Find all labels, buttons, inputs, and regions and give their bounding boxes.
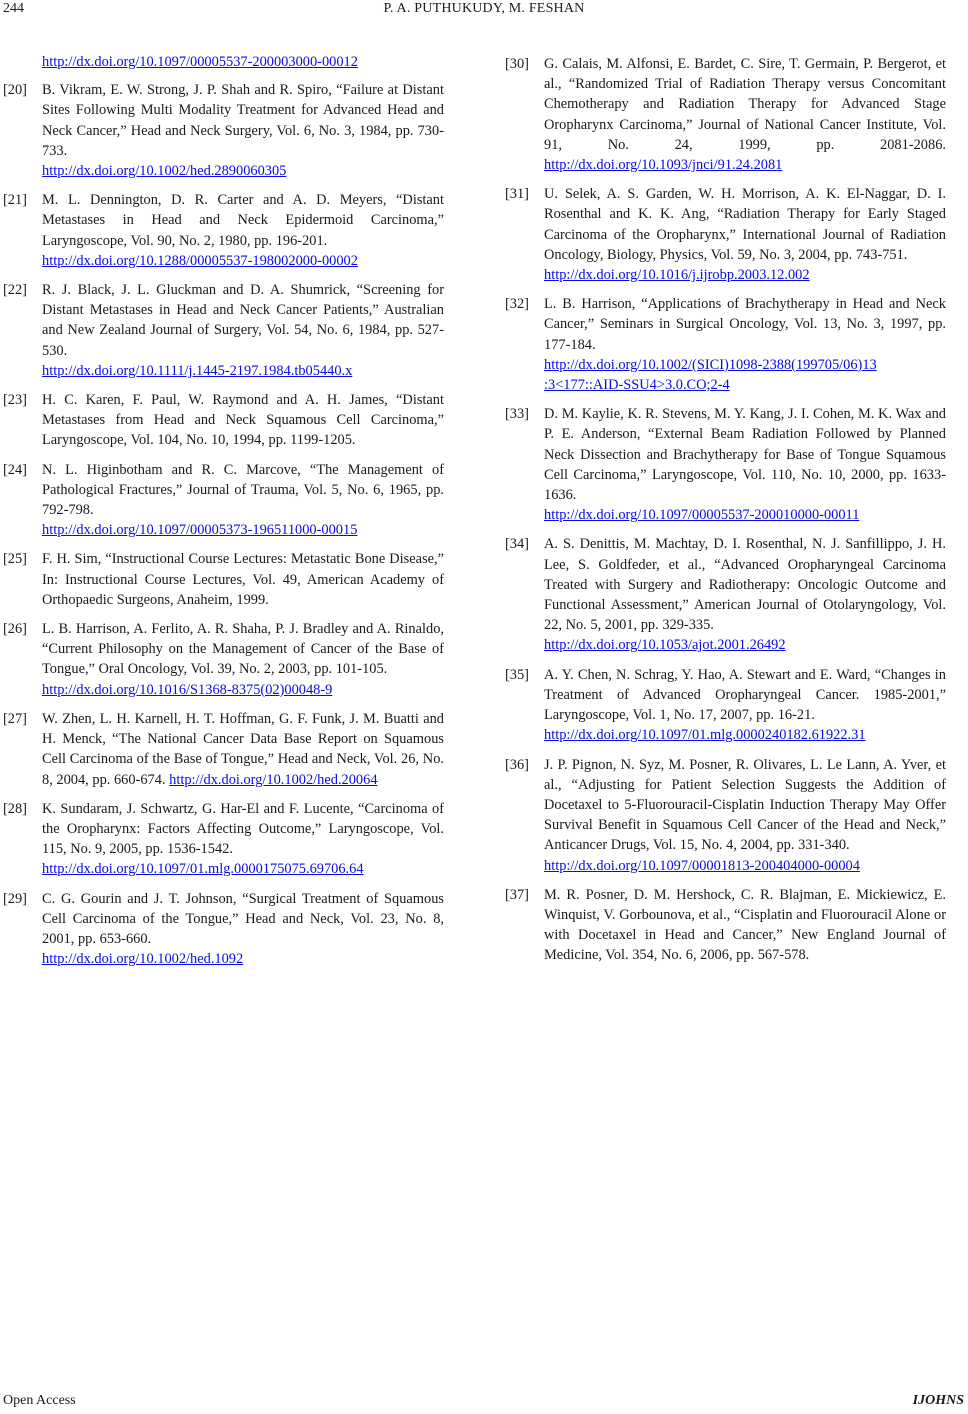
reference-citation	[42, 280, 444, 361]
reference-text: G. Calais, M. Alfonsi, E. Bardet, C. Sire, T. Germain, P. Bergerot, et al., “Randomized Trial of Radiation Therapy versus Concomitant Chemotherapy and Radiation Therapy for Advanced Stage Oropharynx Carcinoma,” Journal of National Cancer Institute, Vol. 91, No. 24, 1999, pp. 2081-2086.	[544, 56, 946, 153]
reference-text: L. B. Harrison, A. Ferlito, A. R. Shaha, P. J. Bradley and A. Rinaldo, “Current Philosophy on the Management of Cancer of the Base of Tongue,” Oral Oncology, Vol. 39, No. 2, 2003, pp. 101-105.	[42, 621, 444, 678]
continued-reference-link-row	[0, 52, 444, 72]
reference-entry	[0, 799, 444, 880]
reference-entry	[0, 619, 444, 700]
reference-text: D. M. Kaylie, K. R. Stevens, M. Y. Kang, J. I. Cohen, M. K. Wax and P. E. Anderson, “External Beam Radiation Followed by Planned Neck Dissection and Brachytherapy for Base of Tongue Squamous Cell Carcinoma,” Laryngoscope, Vol. 110, No. 10, 2000, pp. 1633-1636.	[544, 406, 946, 504]
reference-entry	[502, 294, 946, 395]
reference-doi-link[interactable]: http://dx.doi.org/10.1002/hed.20064	[169, 771, 378, 788]
reference-number: [22]	[3, 282, 27, 299]
reference-text: A. Y. Chen, N. Schrag, Y. Hao, A. Stewart and E. Ward, “Changes in Treatment of Advanced Oropharyngeal Cancer. 1985-2001,” Laryngoscope, Vol. 1, No. 17, 2007, pp. 16-21.	[544, 666, 946, 724]
reference-number: [36]	[505, 756, 529, 773]
reference-number: [20]	[3, 82, 27, 99]
reference-citation	[544, 885, 946, 966]
reference-doi-link[interactable]: :3<177::AID-SSU4>3.0.CO;2-4	[544, 377, 730, 394]
reference-doi-link[interactable]: http://dx.doi.org/10.1097/00005373-196511000-00015	[42, 522, 358, 539]
reference-doi-link[interactable]: http://dx.doi.org/10.1111/j.1445-2197.1984.tb05440.x	[42, 362, 353, 379]
reference-entry	[0, 460, 444, 541]
reference-number: [27]	[3, 710, 27, 727]
reference-citation	[544, 534, 946, 635]
page-number: 244	[3, 1, 24, 16]
reference-number: [30]	[505, 56, 529, 72]
reference-doi-link[interactable]: http://dx.doi.org/10.1016/S1368-8375(02)00048-9	[42, 681, 333, 698]
reference-number: [32]	[505, 296, 529, 313]
reference-text: K. Sundaram, J. Schwartz, G. Har-El and F. Lucente, “Carcinoma of the Oropharynx: Factors Affecting Outcome,” Laryngoscope, Vol. 115, No. 9, 2005, pp. 1536-1542.	[42, 800, 444, 858]
reference-citation	[42, 190, 444, 251]
reference-entry	[502, 885, 946, 966]
reference-entry	[0, 889, 444, 970]
reference-text: M. R. Posner, D. M. Hershock, C. R. Blajman, E. Mickiewicz, E. Winquist, V. Gorbounova, et al., “Cisplatin and Fluorouracil Alone or with Docetaxel in Head and Cancer,” New England Journal of Medicine, Vol. 354, No. 6, 2006, pp. 567-578.	[544, 886, 946, 964]
reference-number: [21]	[3, 192, 27, 209]
reference-citation	[42, 80, 444, 161]
reference-text: R. J. Black, J. L. Gluckman and D. A. Shumrick, “Screening for Distant Metastases in Head and Neck Cancer Patients,” Australian and New Zealand Journal of Surgery, Vol. 54, No. 6, 1984, pp. 527-530.	[42, 282, 444, 359]
reference-number: [37]	[505, 886, 529, 903]
journal-abbreviation: IJOHNS	[912, 1393, 964, 1408]
reference-text: H. C. Karen, F. Paul, W. Raymond and A. H. James, “Distant Metastases from Head and Neck Squamous Cell Carcinoma,” Laryngoscope, Vol. 104, No. 10, 1994, pp. 1199-1205.	[42, 392, 444, 449]
reference-text: A. S. Denittis, M. Machtay, D. I. Rosenthal, N. J. Sanfillippo, J. H. Lee, S. Goldfeder, et al., “Advanced Oropharyngeal Carcinoma Treated with Surgery and Radiotherapy: Oncologic Outcome and Functional Assessment,” American Journal of Otolaryngology, Vol. 22, No. 5, 2001, pp. 329-335.	[544, 536, 946, 634]
reference-citation	[42, 549, 444, 610]
reference-citation	[544, 665, 946, 726]
reference-number: [31]	[505, 186, 529, 203]
reference-number: [35]	[505, 666, 529, 683]
reference-number: [28]	[3, 800, 27, 817]
right-reference-list	[502, 54, 946, 966]
reference-number: [29]	[3, 890, 27, 907]
reference-entry	[0, 80, 444, 181]
reference-text: J. P. Pignon, N. Syz, M. Posner, R. Olivares, L. Le Lann, A. Yver, et al., “Adjusting for Patient Selection Suggests the Addition of Docetaxel to 5-Fluorouracil-Cisplatin Induction Therapy May Offer Survival Benefit in Squamous Cell Cancer of the Head and Neck,” Anticancer Drugs, Vol. 15, No. 4, 2004, pp. 331-340.	[544, 756, 946, 854]
reference-text: U. Selek, A. S. Garden, W. H. Morrison, A. K. El-Naggar, D. I. Rosenthal and K. K. Ang, “Radiation Therapy for Early Staged Carcinoma of the Oropharynx,” International Journal of Radiation Oncology, Biology, Physics, Vol. 59, No. 3, 2004, pp. 743-751.	[544, 186, 946, 263]
reference-entry	[502, 534, 946, 655]
reference-doi-link[interactable]: http://dx.doi.org/10.1097/01.mlg.0000240182.61922.31	[544, 727, 866, 744]
reference-citation	[544, 184, 946, 265]
reference-entry	[502, 184, 946, 285]
running-head-authors: P. A. PUTHUKUDY, M. FESHAN	[383, 1, 585, 16]
reference-citation	[544, 755, 946, 856]
reference-text: N. L. Higinbotham and R. C. Marcove, “The Management of Pathological Fractures,” Journal of Trauma, Vol. 5, No. 6, 1965, pp. 792-798.	[42, 461, 444, 519]
reference-entry	[0, 280, 444, 381]
reference-doi-link[interactable]: http://dx.doi.org/10.1002/hed.2890060305	[42, 163, 287, 180]
reference-entry	[0, 190, 444, 271]
reference-text: L. B. Harrison, “Applications of Brachytherapy in Head and Neck Cancer,” Seminars in Surgical Oncology, Vol. 13, No. 3, 1997, pp. 177-184.	[544, 296, 946, 353]
reference-number: [33]	[505, 406, 529, 423]
left-column	[0, 52, 444, 978]
reference-entry	[502, 54, 946, 175]
reference-doi-link[interactable]: http://dx.doi.org/10.1016/j.ijrobp.2003.12.002	[544, 267, 810, 284]
open-access-label: Open Access	[3, 1393, 76, 1408]
right-column	[502, 54, 946, 975]
reference-citation	[42, 460, 444, 521]
reference-doi-link[interactable]: http://dx.doi.org/10.1002/hed.1092	[42, 951, 244, 968]
reference-entry	[502, 404, 946, 525]
reference-entry	[0, 390, 444, 451]
reference-doi-link[interactable]: http://dx.doi.org/10.1002/(SICI)1098-2388(199705/06)13	[544, 356, 877, 373]
reference-doi-link[interactable]: http://dx.doi.org/10.1097/00001813-200404000-00004	[544, 857, 860, 874]
reference-citation	[544, 294, 946, 355]
left-reference-list	[0, 80, 444, 969]
reference-number: [34]	[505, 536, 529, 553]
reference-number: [26]	[3, 621, 27, 638]
reference-citation	[42, 799, 444, 860]
reference-citation	[42, 390, 444, 451]
reference-citation	[42, 889, 444, 950]
reference-entry	[0, 549, 444, 610]
reference-citation	[544, 54, 946, 175]
reference-doi-link[interactable]: http://dx.doi.org/10.1093/jnci/91.24.2081	[544, 157, 783, 174]
reference-entry	[0, 709, 444, 790]
reference-citation	[42, 619, 444, 680]
reference-text: M. L. Dennington, D. R. Carter and A. D. Meyers, “Distant Metastases in Head and Neck Epidermoid Carcinoma,” Laryngoscope, Vol. 90, No. 2, 1980, pp. 196-201.	[42, 192, 444, 249]
reference-entry	[502, 755, 946, 876]
reference-citation	[42, 709, 444, 790]
reference-19-doi-link[interactable]: http://dx.doi.org/10.1097/00005537-200003000-00012	[42, 54, 358, 70]
reference-entry	[502, 665, 946, 746]
reference-doi-link[interactable]: http://dx.doi.org/10.1097/00005537-200010000-00011	[544, 507, 860, 524]
reference-text: W. Zhen, L. H. Karnell, H. T. Hoffman, G. F. Funk, J. M. Buatti and H. Menck, “The National Cancer Data Base Report on Squamous Cell Carcinoma of the Base of Tongue,” Head and Neck, Vol. 26, No. 8, 2004, pp. 660-674.	[42, 710, 444, 788]
reference-text: F. H. Sim, “Instructional Course Lectures: Metastatic Bone Disease,” In: Instructional Course Lectures, Vol. 49, American Academy of Orthopaedic Surgeons, Anaheim, 1999.	[42, 551, 444, 608]
reference-text: C. G. Gourin and J. T. Johnson, “Surgical Treatment of Squamous Cell Carcinoma of the Tongue,” Head and Neck, Vol. 23, No. 8, 2001, pp. 653-660.	[42, 890, 444, 947]
reference-text: B. Vikram, E. W. Strong, J. P. Shah and R. Spiro, “Failure at Distant Sites Following Multi Modality Treatment for Advanced Head and Neck Cancer,” Head and Neck Surgery, Vol. 6, No. 3, 1984, pp. 730-733.	[42, 82, 444, 159]
reference-doi-link[interactable]: http://dx.doi.org/10.1097/01.mlg.0000175075.69706.64	[42, 861, 364, 878]
reference-citation	[544, 404, 946, 505]
reference-doi-link[interactable]: http://dx.doi.org/10.1053/ajot.2001.26492	[544, 637, 786, 654]
reference-doi-link[interactable]: http://dx.doi.org/10.1288/00005537-198002000-00002	[42, 252, 358, 269]
reference-number: [25]	[3, 551, 27, 568]
reference-number: [24]	[3, 461, 27, 478]
reference-number: [23]	[3, 392, 27, 409]
page-header	[0, 0, 968, 22]
